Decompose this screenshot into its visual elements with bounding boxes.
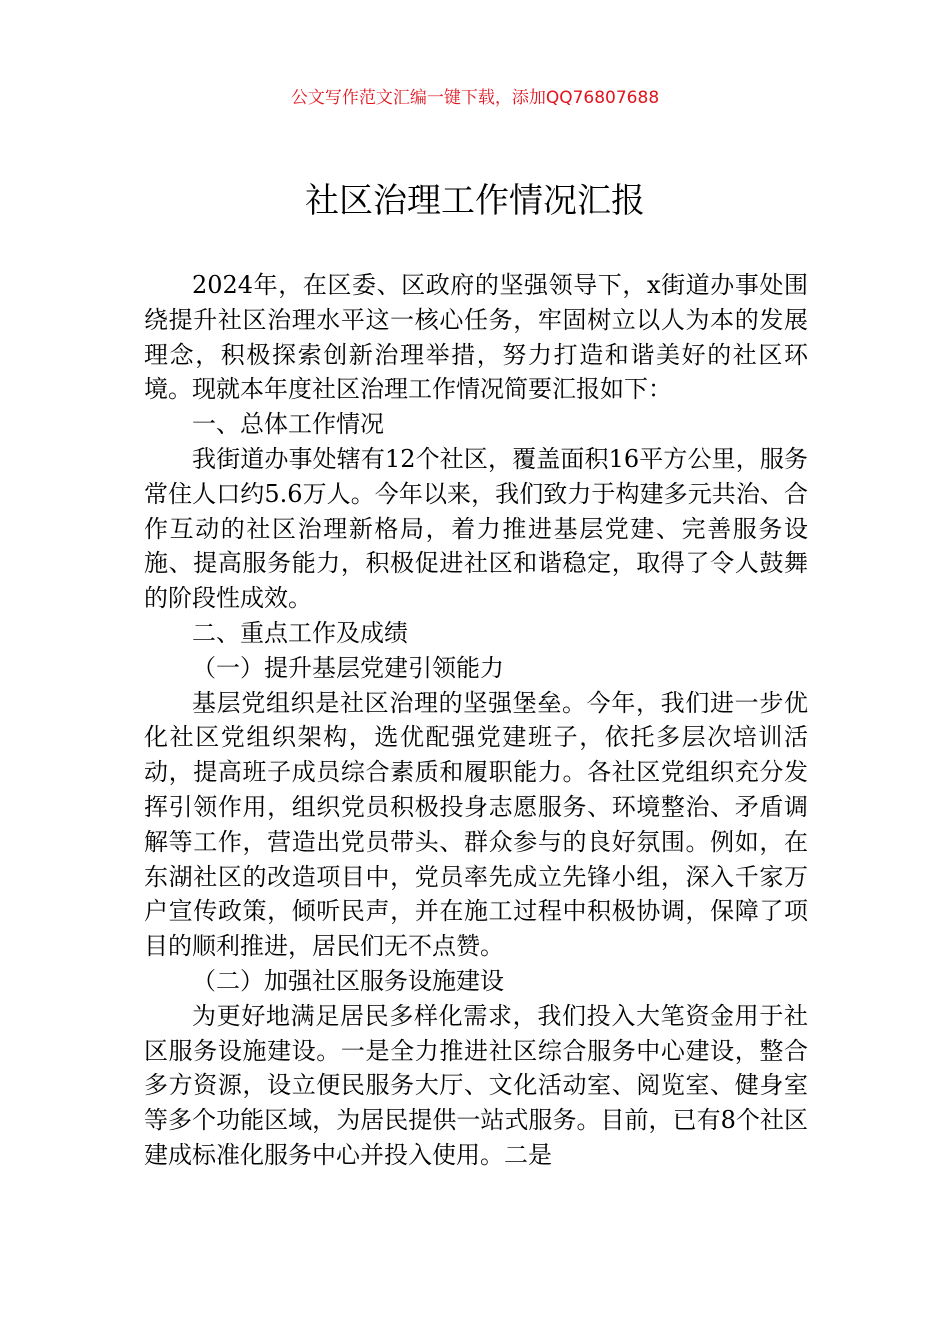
section-heading-overview: 一、总体工作情况 bbox=[192, 410, 384, 439]
overview-paragraph: 我街道办事处辖有12个社区，覆盖面积16平方公里，服务常住人口约5.6万人。今年以来，我们致力于构建多元共治、合作互动的社区治理新格局，着力推进基层党建、完善服务设施、提高服务能力，积极促进社区和谐稳定，取得了令人鼓舞的阶段性成效。 bbox=[144, 444, 808, 613]
promo-header[interactable]: 公文写作范文汇编一键下载，添加QQ76807688 bbox=[290, 88, 660, 108]
service-facilities-paragraph: 为更好地满足居民多样化需求，我们投入大笔资金用于社区服务设施建设。一是全力推进社区综合服务中心建设，整合多方资源，设立便民服务大厅、文化活动室、阅览室、健身室等多个功能区域，为居民提供一站式服务。目前，已有8个社区建成标准化服务中心并投入使用。二是 bbox=[144, 1001, 808, 1169]
subheading-party-building: （一）提升基层党建引领能力 bbox=[192, 653, 504, 682]
subheading-service-facilities: （二）加强社区服务设施建设 bbox=[192, 966, 504, 995]
intro-paragraph: 2024年，在区委、区政府的坚强领导下，x街道办事处围绕提升社区治理水平这一核心任务，牢固树立以人为本的发展理念，积极探索创新治理举措，努力打造和谐美好的社区环境。现就本年度社区治理工作情况简要汇报如下： bbox=[144, 271, 808, 404]
document-body bbox=[144, 268, 808, 1173]
document-title: 社区治理工作情况汇报 bbox=[305, 181, 645, 221]
section-heading-key-work: 二、重点工作及成绩 bbox=[192, 618, 408, 647]
party-building-paragraph: 基层党组织是社区治理的坚强堡垒。今年，我们进一步优化社区党组织架构，选优配强党建班子，依托多层次培训活动，提高班子成员综合素质和履职能力。各社区党组织充分发挥引领作用，组织党员积极投身志愿服务、环境整治、矛盾调解等工作，营造出党员带头、群众参与的良好氛围。例如，在东湖社区的改造项目中，党员率先成立先锋小组，深入千家万户宣传政策，倾听民声，并在施工过程中积极协调，保障了项目的顺利推进，居民们无不点赞。 bbox=[144, 688, 808, 961]
